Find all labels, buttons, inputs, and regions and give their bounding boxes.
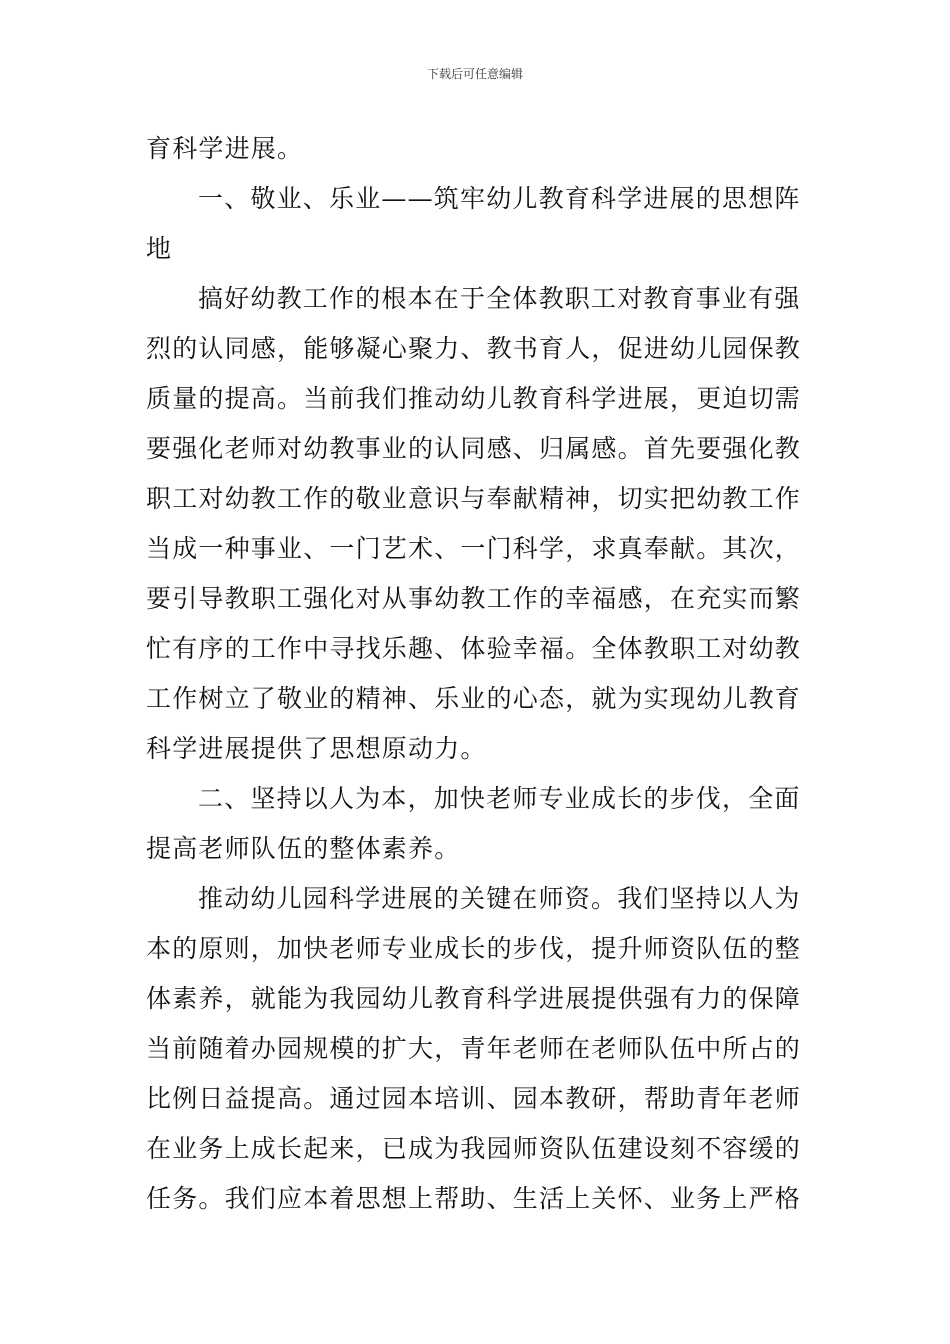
text-line: 质量的提高。当前我们推动幼儿教育科学进展，更迫切需 [146, 384, 802, 413]
text-line: 二、坚持以人为本，加快老师专业成长的步伐，全面 [198, 784, 801, 813]
text-line: 要强化老师对幼教事业的认同感、归属感。首先要强化教 [146, 434, 802, 463]
text-line: 要引导教职工强化对从事幼教工作的幸福感，在充实而繁 [146, 584, 802, 613]
text-line: 本的原则，加快老师专业成长的步伐，提升师资队伍的整 [146, 934, 802, 963]
text-line: 当前随着办园规模的扩大，青年老师在老师队伍中所占的 [146, 1034, 802, 1063]
text-line: 工作树立了敬业的精神、乐业的心态，就为实现幼儿教育 [146, 684, 802, 713]
text-line: 任务。我们应本着思想上帮助、生活上关怀、业务上严格 [146, 1184, 802, 1213]
text-line: 一、敬业、乐业——筑牢幼儿教育科学进展的思想阵 [198, 184, 801, 213]
document-body [146, 124, 826, 1224]
text-line: 当成一种事业、一门艺术、一门科学，求真奉献。其次， [146, 534, 802, 563]
text-line: 提高老师队伍的整体素养。 [146, 834, 461, 863]
text-line: 搞好幼教工作的根本在于全体教职工对教育事业有强 [198, 284, 801, 313]
text-line: 体素养，就能为我园幼儿教育科学进展提供强有力的保障 [146, 984, 802, 1013]
text-line: 科学进展提供了思想原动力。 [146, 734, 487, 763]
text-line: 比例日益提高。通过园本培训、园本教研，帮助青年老师 [146, 1084, 802, 1113]
text-line: 忙有序的工作中寻找乐趣、体验幸福。全体教职工对幼教 [146, 634, 802, 663]
text-line: 推动幼儿园科学进展的关键在师资。我们坚持以人为 [198, 884, 801, 913]
text-line: 烈的认同感，能够凝心聚力、教书育人，促进幼儿园保教 [146, 334, 802, 363]
text-line: 在业务上成长起来，已成为我园师资队伍建设刻不容缓的 [146, 1134, 802, 1163]
text-line: 育科学进展。 [146, 134, 304, 163]
text-line: 地 [146, 234, 173, 263]
text-line: 职工对幼教工作的敬业意识与奉献精神，切实把幼教工作 [146, 484, 802, 513]
page-header: 下载后可任意编辑 [426, 67, 523, 81]
